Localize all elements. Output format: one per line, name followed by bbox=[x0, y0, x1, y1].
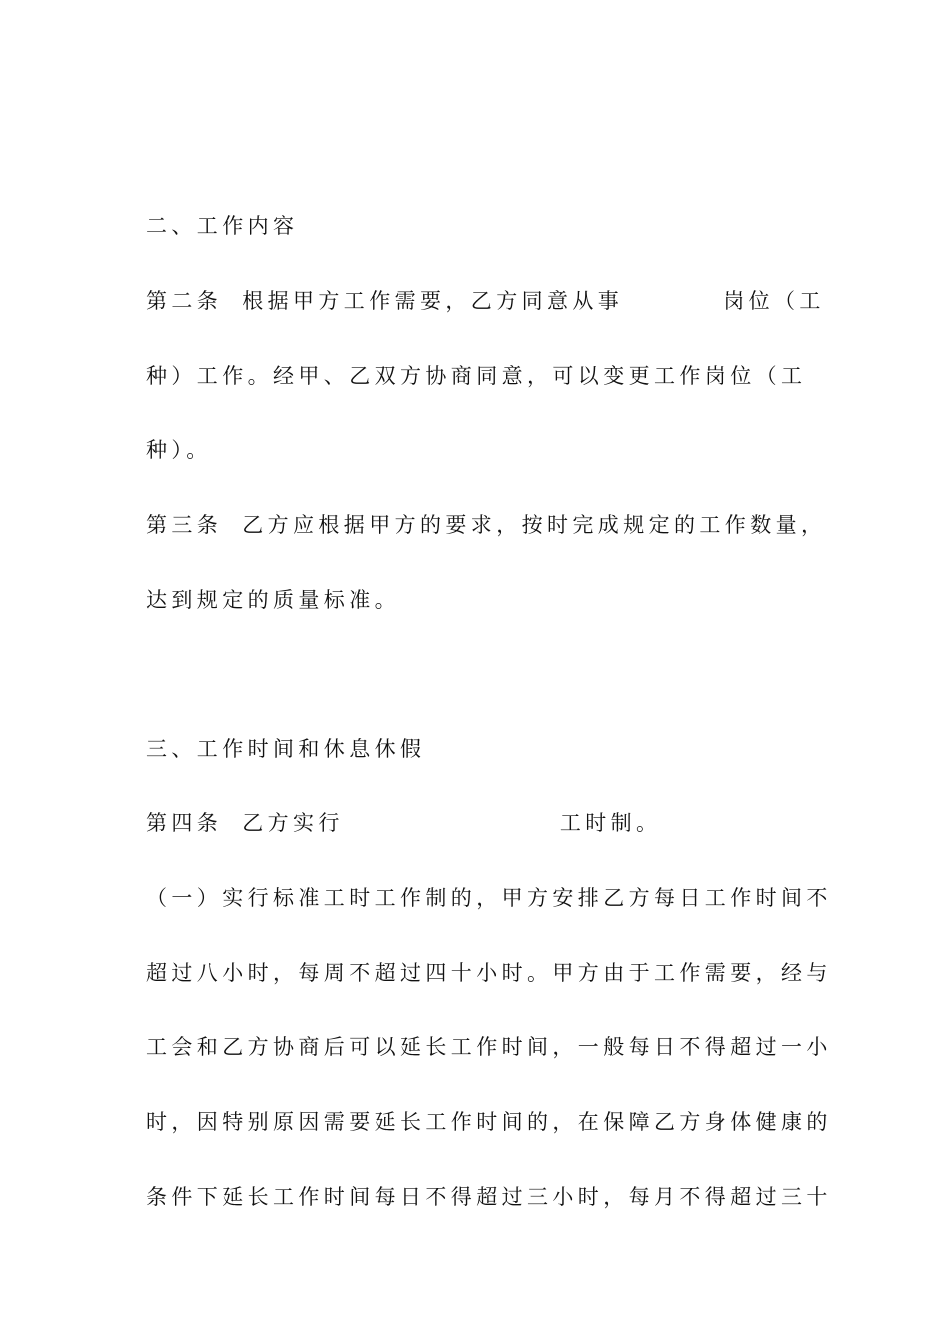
paragraph-1-line-2: 超过八小时，每周不超过四十小时。甲方由于工作需要，经与 bbox=[146, 961, 832, 985]
article-4-text-b: 工时制。 bbox=[559, 811, 662, 835]
article-4-line-1 bbox=[146, 808, 806, 838]
paragraph-1-line-4: 时，因特别原因需要延长工作时间的，在保障乙方身体健康的 bbox=[146, 1110, 832, 1134]
section-heading-work-content: 二、工作内容 bbox=[146, 214, 299, 238]
section-heading-working-hours: 三、工作时间和休息休假 bbox=[146, 737, 426, 761]
article-3-line-2: 达到规定的质量标准。 bbox=[146, 588, 400, 612]
article-2-text-b: 岗位（工 bbox=[723, 289, 825, 313]
article-2-label: 第二条 bbox=[146, 289, 223, 313]
paragraph-1-line-5: 条件下延长工作时间每日不得超过三小时，每月不得超过三十 bbox=[146, 1185, 832, 1209]
article-4-label: 第四条 bbox=[146, 811, 223, 835]
article-3-label: 第三条 bbox=[146, 513, 223, 537]
article-2-line-1 bbox=[146, 286, 825, 316]
article-3-text: 乙方应根据甲方的要求，按时完成规定的工作数量， bbox=[242, 513, 827, 537]
article-4-text-a: 乙方实行 bbox=[242, 811, 344, 835]
article-3-line-1 bbox=[146, 510, 827, 540]
article-2-line-3: 种）。 bbox=[146, 438, 212, 462]
article-2-text-a: 根据甲方工作需要，乙方同意从事 bbox=[242, 289, 624, 313]
paragraph-1-line-1: （一）实行标准工时工作制的，甲方安排乙方每日工作时间不 bbox=[146, 886, 832, 910]
article-2-line-2: 种）工作。经甲、乙双方协商同意，可以变更工作岗位（工 bbox=[146, 364, 807, 388]
paragraph-1-line-3: 工会和乙方协商后可以延长工作时间，一般每日不得超过一小 bbox=[146, 1035, 832, 1059]
